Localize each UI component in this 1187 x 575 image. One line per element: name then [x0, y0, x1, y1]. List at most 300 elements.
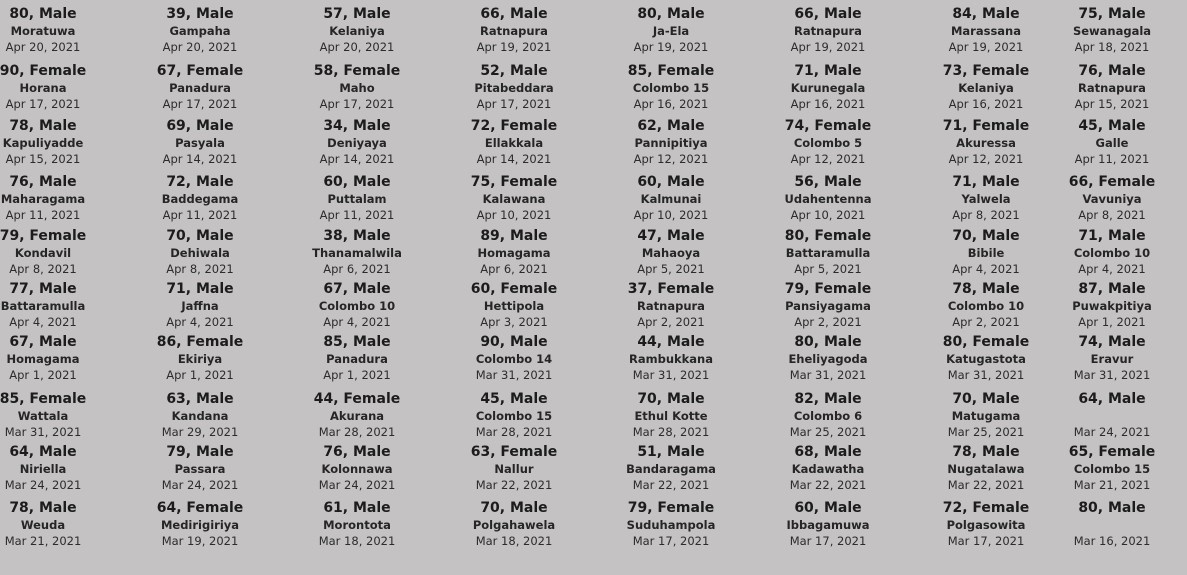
case-entry — [439, 499, 589, 549]
case-location: Kelaniya — [329, 24, 385, 38]
case-entry — [0, 443, 118, 493]
case-entry — [125, 5, 275, 55]
case-entry — [439, 117, 589, 167]
case-title: 60, Male — [794, 500, 862, 516]
case-date: Mar 31, 2021 — [475, 368, 553, 382]
case-date: Apr 17, 2021 — [476, 97, 552, 111]
case-location: Galle — [1095, 136, 1129, 150]
case-location: Pannipitiya — [634, 136, 708, 150]
case-date: Mar 22, 2021 — [632, 478, 710, 492]
case-entry — [0, 333, 118, 383]
case-entry — [282, 390, 432, 440]
case-title: 39, Male — [166, 6, 234, 22]
case-location: Wattala — [17, 409, 69, 423]
case-title: 71, Male — [1078, 228, 1146, 244]
case-location: Polgahawela — [472, 518, 556, 532]
case-title: 60, Male — [323, 174, 391, 190]
case-date: Apr 11, 2021 — [319, 208, 395, 222]
case-title: 71, Male — [794, 63, 862, 79]
case-entry — [282, 117, 432, 167]
case-location: Akuressa — [956, 136, 1016, 150]
case-title: 80, Male — [794, 334, 862, 350]
case-location: Colombo 10 — [947, 299, 1025, 313]
case-title: 68, Male — [794, 444, 862, 460]
case-title: 76, Male — [323, 444, 391, 460]
case-date: Mar 16, 2021 — [1073, 534, 1151, 548]
case-date: Apr 4, 2021 — [1078, 262, 1146, 276]
case-location: Morontota — [323, 518, 391, 532]
case-entry — [596, 117, 746, 167]
case-location: Panadura — [169, 81, 231, 95]
case-entry — [596, 62, 746, 112]
case-date: Apr 11, 2021 — [1074, 152, 1150, 166]
case-entry — [596, 390, 746, 440]
case-location: Kurunegala — [790, 81, 866, 95]
case-entry — [282, 227, 432, 277]
case-title: 80, Male — [9, 6, 77, 22]
case-entry — [1037, 227, 1187, 277]
case-entry — [125, 117, 275, 167]
case-entry — [282, 173, 432, 223]
case-title: 57, Male — [323, 6, 391, 22]
case-location: Kapuliyadde — [2, 136, 84, 150]
case-entry — [282, 280, 432, 330]
case-entry — [0, 280, 118, 330]
case-title: 66, Male — [794, 6, 862, 22]
case-date: Apr 12, 2021 — [790, 152, 866, 166]
case-date: Apr 16, 2021 — [633, 97, 709, 111]
case-entry — [753, 333, 903, 383]
case-entry — [0, 117, 118, 167]
case-date: Mar 22, 2021 — [789, 478, 867, 492]
case-location: Homagama — [477, 246, 551, 260]
case-date: Apr 12, 2021 — [948, 152, 1024, 166]
case-date: Mar 17, 2021 — [789, 534, 867, 548]
case-date: Apr 2, 2021 — [637, 315, 705, 329]
case-entry — [282, 62, 432, 112]
case-entry — [0, 390, 118, 440]
case-location: Kalawana — [482, 192, 546, 206]
case-location: Yalwela — [961, 192, 1011, 206]
case-title: 66, Female — [1068, 174, 1156, 190]
case-title: 78, Male — [9, 500, 77, 516]
case-title: 74, Female — [784, 118, 872, 134]
case-date: Apr 11, 2021 — [5, 208, 81, 222]
case-title: 63, Male — [166, 391, 234, 407]
case-title: 78, Male — [9, 118, 77, 134]
case-title: 76, Male — [1078, 63, 1146, 79]
case-title: 70, Male — [480, 500, 548, 516]
case-title: 37, Female — [627, 281, 715, 297]
case-title: 85, Male — [323, 334, 391, 350]
case-title: 75, Female — [470, 174, 558, 190]
case-title: 67, Male — [9, 334, 77, 350]
case-date: Mar 22, 2021 — [475, 478, 553, 492]
case-date: Apr 4, 2021 — [9, 315, 77, 329]
case-title: 87, Male — [1078, 281, 1146, 297]
case-location: Medirigiriya — [160, 518, 240, 532]
case-location: Suduhampola — [626, 518, 716, 532]
case-title: 85, Female — [627, 63, 715, 79]
case-entry — [1037, 390, 1187, 440]
case-entry — [753, 173, 903, 223]
case-title: 79, Female — [0, 228, 87, 244]
case-location: Battaramulla — [0, 299, 86, 313]
case-location: Ratnapura — [1078, 81, 1146, 95]
case-entry — [125, 333, 275, 383]
case-entry — [0, 5, 118, 55]
case-date: Apr 2, 2021 — [952, 315, 1020, 329]
case-location: Pansiyagama — [785, 299, 871, 313]
case-location: Colombo 14 — [475, 352, 553, 366]
case-location: Matugama — [951, 409, 1021, 423]
case-location: Pasyala — [175, 136, 225, 150]
case-location: Marassana — [950, 24, 1022, 38]
case-location: Ibbagamuwa — [786, 518, 870, 532]
case-location: Ratnapura — [480, 24, 548, 38]
case-date: Mar 25, 2021 — [947, 425, 1025, 439]
case-title: 60, Male — [637, 174, 705, 190]
case-location: Baddegama — [161, 192, 239, 206]
case-entry — [125, 280, 275, 330]
case-entry — [282, 5, 432, 55]
case-entry — [0, 173, 118, 223]
case-location: Jaffna — [181, 299, 219, 313]
case-date: Mar 31, 2021 — [789, 368, 867, 382]
case-entry — [125, 173, 275, 223]
case-date: Mar 24, 2021 — [4, 478, 82, 492]
case-entry — [596, 173, 746, 223]
case-title: 47, Male — [637, 228, 705, 244]
case-location: Rambukkana — [628, 352, 714, 366]
case-date: Apr 19, 2021 — [948, 40, 1024, 54]
case-date: Apr 20, 2021 — [5, 40, 81, 54]
case-title: 45, Male — [480, 391, 548, 407]
case-date: Mar 25, 2021 — [789, 425, 867, 439]
case-date: Apr 17, 2021 — [319, 97, 395, 111]
case-entry — [0, 227, 118, 277]
case-date: Apr 11, 2021 — [162, 208, 238, 222]
case-location: Colombo 6 — [793, 409, 863, 423]
case-date: Mar 24, 2021 — [318, 478, 396, 492]
case-location: Bibile — [967, 246, 1005, 260]
case-date: Mar 17, 2021 — [947, 534, 1025, 548]
case-entry — [1037, 499, 1187, 549]
case-entry — [125, 443, 275, 493]
case-title: 74, Male — [1078, 334, 1146, 350]
case-entry — [596, 227, 746, 277]
case-date: Apr 1, 2021 — [166, 368, 234, 382]
case-location: Bandaragama — [626, 462, 716, 476]
case-location: Puwakpitiya — [1072, 299, 1152, 313]
case-location: Kondavil — [14, 246, 72, 260]
case-entry — [0, 499, 118, 549]
case-date: Apr 10, 2021 — [633, 208, 709, 222]
case-title: 80, Male — [637, 6, 705, 22]
case-date: Mar 28, 2021 — [318, 425, 396, 439]
case-date: Apr 19, 2021 — [790, 40, 866, 54]
case-location: Kadawatha — [791, 462, 865, 476]
case-entry — [596, 333, 746, 383]
case-location: Polgasowita — [946, 518, 1026, 532]
case-title: 51, Male — [637, 444, 705, 460]
case-location: Ellakkala — [484, 136, 544, 150]
case-entry — [439, 173, 589, 223]
case-title: 79, Female — [627, 500, 715, 516]
case-title: 66, Male — [480, 6, 548, 22]
case-location: Thanamalwila — [312, 246, 402, 260]
case-location: Hettipola — [483, 299, 545, 313]
case-location: Eheliyagoda — [788, 352, 868, 366]
case-date: Apr 3, 2021 — [480, 315, 548, 329]
case-title: 77, Male — [9, 281, 77, 297]
case-date: Mar 24, 2021 — [161, 478, 239, 492]
case-location: Maharagama — [0, 192, 86, 206]
case-date: Mar 19, 2021 — [161, 534, 239, 548]
case-entry — [439, 227, 589, 277]
case-location: Maho — [339, 81, 375, 95]
case-date: Mar 28, 2021 — [632, 425, 710, 439]
case-entry — [1037, 5, 1187, 55]
case-title: 34, Male — [323, 118, 391, 134]
case-entry — [125, 62, 275, 112]
case-entry — [439, 280, 589, 330]
case-entry — [439, 443, 589, 493]
case-location: Homagama — [6, 352, 80, 366]
case-title: 90, Female — [0, 63, 87, 79]
case-entry — [125, 227, 275, 277]
case-entry — [596, 280, 746, 330]
case-title: 61, Male — [323, 500, 391, 516]
case-title: 70, Male — [952, 391, 1020, 407]
case-date: Apr 14, 2021 — [476, 152, 552, 166]
case-title: 71, Male — [952, 174, 1020, 190]
case-date: Apr 15, 2021 — [1074, 97, 1150, 111]
case-location: Deniyaya — [327, 136, 387, 150]
case-title: 89, Male — [480, 228, 548, 244]
case-entry — [439, 62, 589, 112]
case-title: 75, Male — [1078, 6, 1146, 22]
case-title: 62, Male — [637, 118, 705, 134]
case-location — [1037, 408, 1187, 424]
case-date: Apr 8, 2021 — [166, 262, 234, 276]
case-location: Ethul Kotte — [634, 409, 708, 423]
case-date: Apr 5, 2021 — [637, 262, 705, 276]
case-location: Colombo 15 — [475, 409, 553, 423]
case-location: Akurana — [329, 409, 385, 423]
case-title: 64, Male — [9, 444, 77, 460]
case-date: Apr 16, 2021 — [790, 97, 866, 111]
case-date: Apr 8, 2021 — [1078, 208, 1146, 222]
case-title: 86, Female — [156, 334, 244, 350]
case-title: 65, Female — [1068, 444, 1156, 460]
case-title: 80, Female — [942, 334, 1030, 350]
case-entry — [282, 443, 432, 493]
case-title: 73, Female — [942, 63, 1030, 79]
case-date: Apr 20, 2021 — [319, 40, 395, 54]
case-title: 70, Male — [952, 228, 1020, 244]
case-date: Apr 10, 2021 — [790, 208, 866, 222]
case-entry — [753, 499, 903, 549]
case-date: Mar 31, 2021 — [632, 368, 710, 382]
case-location: Panadura — [326, 352, 388, 366]
case-location: Ratnapura — [637, 299, 705, 313]
case-entry — [1037, 333, 1187, 383]
case-date: Apr 14, 2021 — [162, 152, 238, 166]
case-date: Apr 16, 2021 — [948, 97, 1024, 111]
case-entry — [282, 333, 432, 383]
case-location: Pitabeddara — [474, 81, 554, 95]
case-entry — [753, 117, 903, 167]
case-location: Horana — [19, 81, 67, 95]
case-date: Mar 21, 2021 — [1073, 478, 1151, 492]
case-entry — [753, 390, 903, 440]
case-location: Dehiwala — [170, 246, 230, 260]
case-entry — [596, 5, 746, 55]
case-location: Gampaha — [169, 24, 231, 38]
case-date: Apr 6, 2021 — [323, 262, 391, 276]
case-title: 72, Female — [942, 500, 1030, 516]
case-entry — [439, 5, 589, 55]
case-location: Kolonnawa — [321, 462, 393, 476]
case-location: Eravur — [1090, 352, 1134, 366]
case-location: Moratuwa — [10, 24, 76, 38]
case-date: Apr 1, 2021 — [9, 368, 77, 382]
case-title: 67, Male — [323, 281, 391, 297]
case-location: Nugatalawa — [947, 462, 1025, 476]
case-entry — [753, 62, 903, 112]
case-entry — [1037, 173, 1187, 223]
case-entry — [753, 443, 903, 493]
case-date: Apr 5, 2021 — [794, 262, 862, 276]
case-title: 44, Male — [637, 334, 705, 350]
case-title: 72, Female — [470, 118, 558, 134]
case-date: Apr 8, 2021 — [9, 262, 77, 276]
case-date: Mar 21, 2021 — [4, 534, 82, 548]
case-entry — [439, 390, 589, 440]
case-date: Mar 17, 2021 — [632, 534, 710, 548]
case-title: 80, Female — [784, 228, 872, 244]
case-date: Mar 31, 2021 — [4, 425, 82, 439]
case-date: Mar 31, 2021 — [947, 368, 1025, 382]
case-title: 70, Male — [637, 391, 705, 407]
case-date: Apr 20, 2021 — [162, 40, 238, 54]
case-date: Mar 18, 2021 — [475, 534, 553, 548]
case-location: Ekiriya — [177, 352, 223, 366]
case-title: 78, Male — [952, 281, 1020, 297]
case-title: 72, Male — [166, 174, 234, 190]
case-date: Apr 19, 2021 — [476, 40, 552, 54]
case-entry — [753, 227, 903, 277]
case-title: 79, Female — [784, 281, 872, 297]
case-location: Puttalam — [327, 192, 387, 206]
case-date: Apr 2, 2021 — [794, 315, 862, 329]
case-date: Mar 31, 2021 — [1073, 368, 1151, 382]
case-date: Apr 10, 2021 — [476, 208, 552, 222]
case-title: 45, Male — [1078, 118, 1146, 134]
case-location: Colombo 15 — [632, 81, 710, 95]
case-location: Colombo 10 — [1073, 246, 1151, 260]
case-title: 38, Male — [323, 228, 391, 244]
case-location: Ja-Ela — [652, 24, 690, 38]
case-entry — [1037, 443, 1187, 493]
case-title: 56, Male — [794, 174, 862, 190]
case-title: 84, Male — [952, 6, 1020, 22]
case-date: Mar 29, 2021 — [161, 425, 239, 439]
case-location: Colombo 15 — [1073, 462, 1151, 476]
case-date: Apr 1, 2021 — [1078, 315, 1146, 329]
case-title: 78, Male — [952, 444, 1020, 460]
case-title: 82, Male — [794, 391, 862, 407]
case-entry — [596, 443, 746, 493]
case-date: Apr 12, 2021 — [633, 152, 709, 166]
case-title: 60, Female — [470, 281, 558, 297]
case-entry — [596, 499, 746, 549]
case-title: 71, Male — [166, 281, 234, 297]
case-entry — [439, 333, 589, 383]
case-entry — [753, 280, 903, 330]
case-location: Sewanagala — [1072, 24, 1152, 38]
case-title: 44, Female — [313, 391, 401, 407]
case-entry — [125, 499, 275, 549]
case-date: Mar 18, 2021 — [318, 534, 396, 548]
case-date: Mar 28, 2021 — [475, 425, 553, 439]
case-date: Mar 24, 2021 — [1073, 425, 1151, 439]
case-location — [1037, 517, 1187, 533]
case-date: Apr 15, 2021 — [5, 152, 81, 166]
case-date: Apr 8, 2021 — [952, 208, 1020, 222]
case-location: Kalmunai — [640, 192, 702, 206]
case-location: Niriella — [19, 462, 67, 476]
case-title: 63, Female — [470, 444, 558, 460]
case-location: Mahaoya — [641, 246, 701, 260]
case-title: 64, Male — [1078, 391, 1146, 407]
case-date: Apr 1, 2021 — [323, 368, 391, 382]
case-title: 79, Male — [166, 444, 234, 460]
case-entry — [0, 62, 118, 112]
case-title: 80, Male — [1078, 500, 1146, 516]
case-location: Battaramulla — [785, 246, 871, 260]
case-title: 52, Male — [480, 63, 548, 79]
case-location: Kandana — [171, 409, 229, 423]
case-title: 76, Male — [9, 174, 77, 190]
case-title: 71, Female — [942, 118, 1030, 134]
case-location: Nallur — [494, 462, 534, 476]
case-location: Udahentenna — [784, 192, 872, 206]
case-entry — [1037, 280, 1187, 330]
case-date: Apr 18, 2021 — [1074, 40, 1150, 54]
case-location: Colombo 10 — [318, 299, 396, 313]
case-date: Apr 14, 2021 — [319, 152, 395, 166]
case-date: Apr 17, 2021 — [162, 97, 238, 111]
case-title: 67, Female — [156, 63, 244, 79]
case-entry — [1037, 117, 1187, 167]
case-location: Ratnapura — [794, 24, 862, 38]
case-entry — [125, 390, 275, 440]
case-date: Apr 17, 2021 — [5, 97, 81, 111]
case-location: Weuda — [20, 518, 66, 532]
case-date: Apr 19, 2021 — [633, 40, 709, 54]
case-location: Katugastota — [946, 352, 1026, 366]
case-title: 69, Male — [166, 118, 234, 134]
case-title: 64, Female — [156, 500, 244, 516]
case-title: 85, Female — [0, 391, 87, 407]
case-title: 70, Male — [166, 228, 234, 244]
case-title: 58, Female — [313, 63, 401, 79]
case-title: 90, Male — [480, 334, 548, 350]
case-date: Apr 4, 2021 — [166, 315, 234, 329]
case-date: Apr 6, 2021 — [480, 262, 548, 276]
